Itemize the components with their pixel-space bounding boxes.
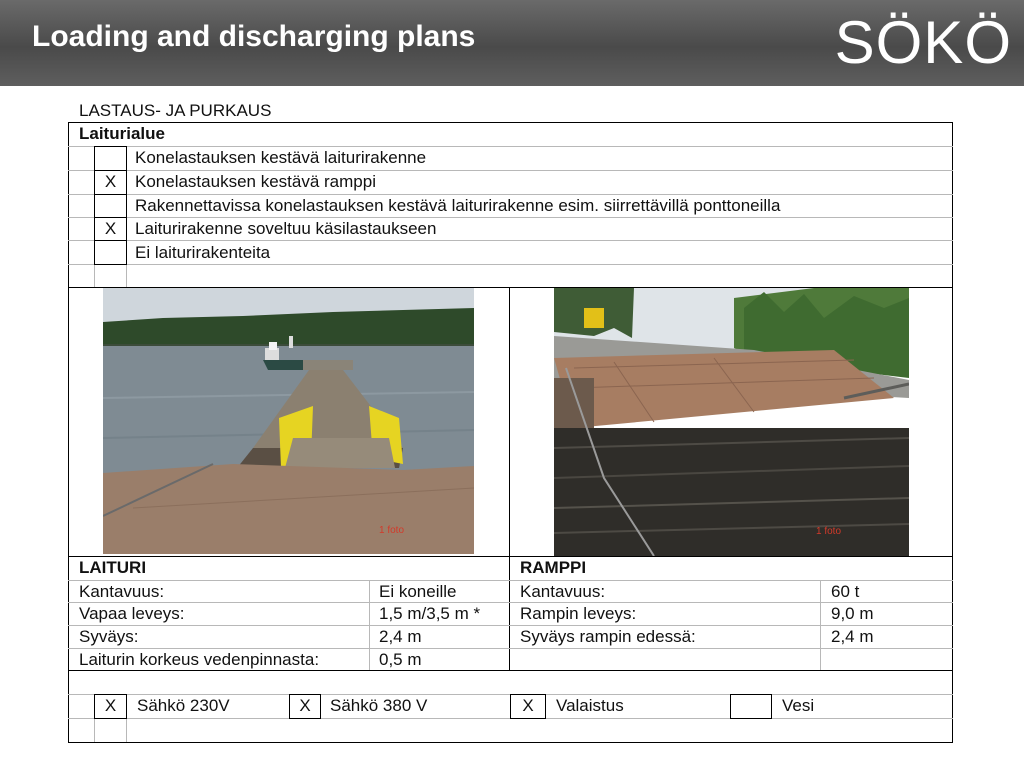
- utility-label-3: Valaistus: [556, 696, 624, 715]
- section-title: Laiturialue: [79, 124, 165, 143]
- laituri-label-4: Laiturin korkeus vedenpinnasta:: [79, 650, 320, 669]
- ramp-photo: [554, 288, 909, 556]
- utility-label-1: Sähkö 230V: [137, 696, 230, 715]
- laituri-value-4: 0,5 m: [379, 650, 422, 669]
- utility-checkbox-3[interactable]: X: [510, 694, 546, 719]
- checklist-label-1: Konelastauksen kestävä laiturirakenne: [135, 148, 427, 167]
- document-heading: LASTAUS- JA PURKAUS: [79, 101, 272, 120]
- utility-label-4: Vesi: [782, 696, 815, 715]
- checkbox-2[interactable]: X: [94, 170, 127, 195]
- ramppi-label-3: Syväys rampin edessä:: [520, 627, 696, 646]
- utility-checkbox-2[interactable]: X: [289, 694, 321, 719]
- checklist-label-2: Konelastauksen kestävä ramppi: [135, 172, 376, 191]
- ramppi-value-2: 9,0 m: [831, 604, 874, 623]
- ramppi-title: RAMPPI: [520, 558, 587, 577]
- laituri-value-1: Ei koneille: [379, 582, 457, 601]
- photo-mark-right: 1 foto: [816, 526, 842, 537]
- laituri-value-2: 1,5 m/3,5 m *: [379, 604, 481, 623]
- pier-photo: [103, 288, 474, 554]
- ramppi-label-1: Kantavuus:: [520, 582, 606, 601]
- laituri-label-3: Syväys:: [79, 627, 139, 646]
- soko-logo: SÖKÖ: [834, 9, 1012, 76]
- laituri-title: LAITURI: [79, 558, 147, 577]
- checkbox-1[interactable]: [94, 146, 127, 171]
- utility-checkbox-4[interactable]: [730, 694, 772, 719]
- checklist-label-4: Laiturirakenne soveltuu käsilastaukseen: [135, 219, 437, 238]
- laituri-value-3: 2,4 m: [379, 627, 422, 646]
- checklist-label-3: Rakennettavissa konelastauksen kestävä laiturirakenne esim. siirrettävillä ponttoneilla: [135, 196, 781, 215]
- checklist-label-5: Ei laiturirakenteita: [135, 243, 271, 262]
- checkbox-5[interactable]: [94, 240, 127, 265]
- ramppi-value-1: 60 t: [831, 582, 860, 601]
- laituri-label-1: Kantavuus:: [79, 582, 165, 601]
- checkbox-4[interactable]: X: [94, 217, 127, 241]
- photo-mark-left: 1 foto: [379, 525, 405, 536]
- ramppi-label-2: Rampin leveys:: [520, 604, 637, 623]
- table-border: [68, 122, 953, 123]
- checkbox-3[interactable]: [94, 194, 127, 218]
- laituri-label-2: Vapaa leveys:: [79, 604, 185, 623]
- utility-label-2: Sähkö 380 V: [330, 696, 428, 715]
- utility-checkbox-1[interactable]: X: [94, 694, 127, 719]
- ramppi-value-3: 2,4 m: [831, 627, 874, 646]
- slide-title: Loading and discharging plans: [32, 20, 476, 53]
